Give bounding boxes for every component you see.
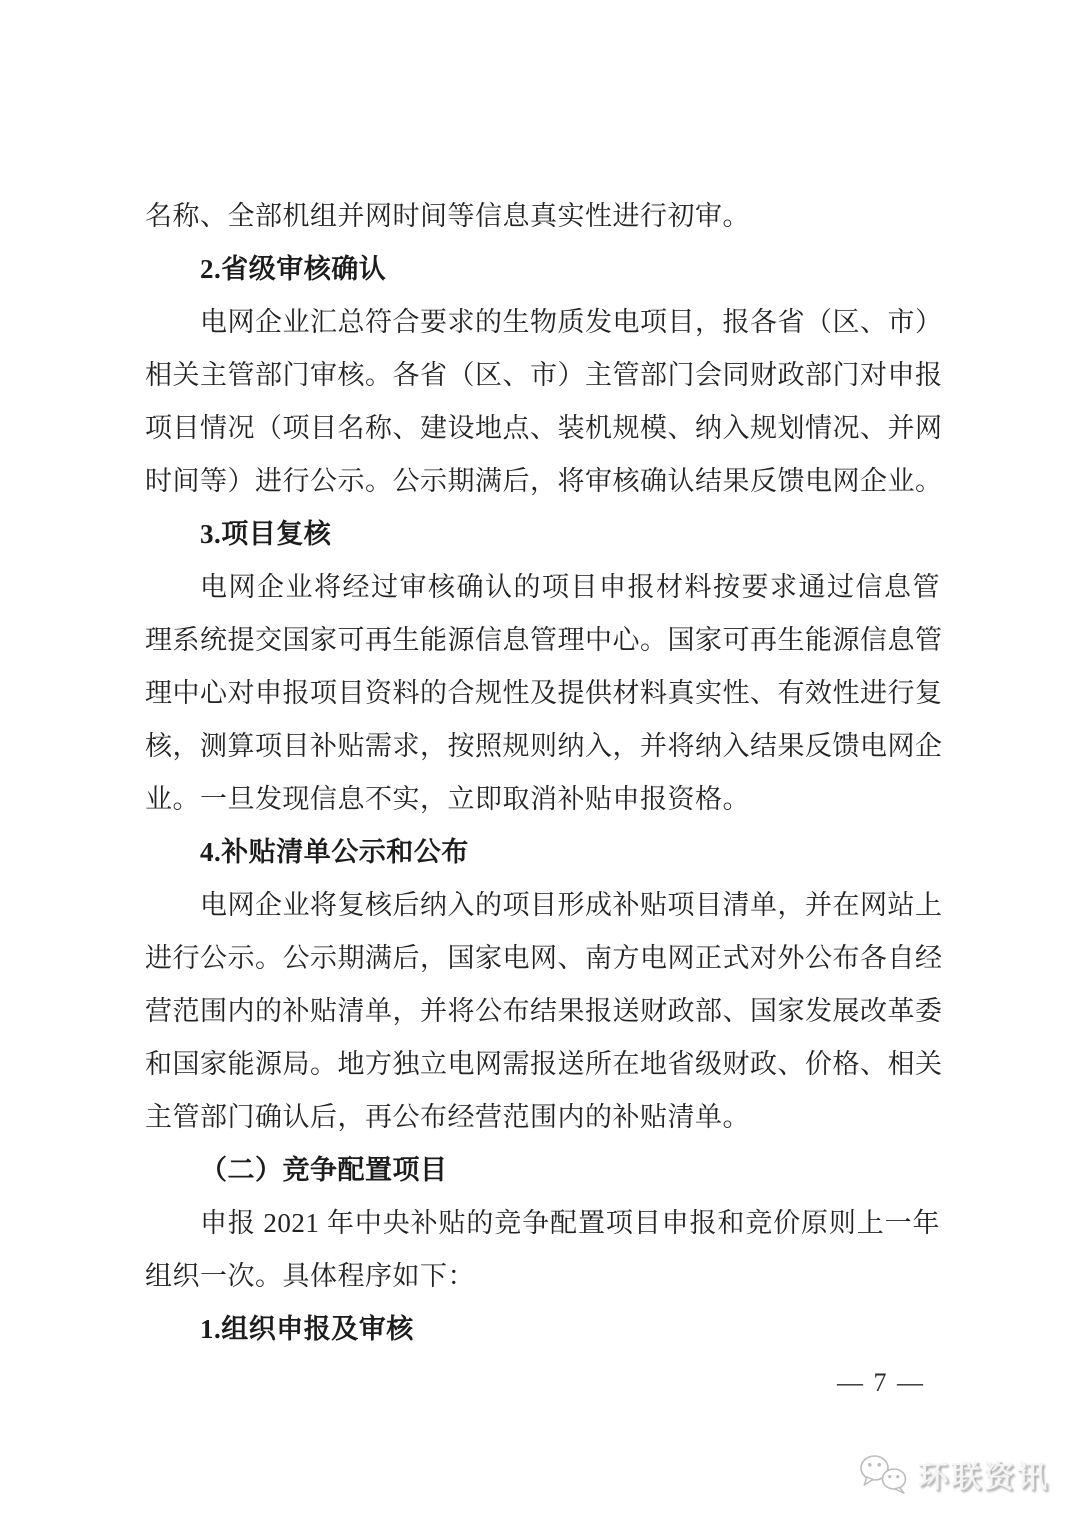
doc-heading-line: 3.项目复核 — [200, 519, 332, 549]
doc-heading-line: 1.组织申报及审核 — [200, 1314, 414, 1344]
doc-text-line: 核，测算项目补贴需求，按照规则纳入，并将纳入结果反馈电网企 — [145, 731, 943, 761]
doc-text-line: 申报 2021 年中央补贴的竞争配置项目申报和竞价原则上一年 — [200, 1208, 940, 1238]
doc-text-line: 组织一次。具体程序如下： — [145, 1261, 475, 1291]
doc-text-line: 电网企业汇总符合要求的生物质发电项目，报各省（区、市） — [200, 307, 943, 337]
document-body — [145, 190, 943, 1356]
doc-text-line: 和国家能源局。地方独立电网需报送所在地省级财政、价格、相关 — [145, 1049, 943, 1079]
watermark — [859, 1452, 1050, 1496]
doc-text-line: 业。一旦发现信息不实，立即取消补贴申报资格。 — [145, 784, 750, 814]
doc-text-line: 理中心对申报项目资料的合规性及提供材料真实性、有效性进行复 — [145, 678, 943, 708]
doc-text-line: 时间等）进行公示。公示期满后，将审核确认结果反馈电网企业。 — [145, 466, 943, 496]
doc-heading-line: 2.省级审核确认 — [200, 254, 387, 284]
doc-text-line: 营范围内的补贴清单，并将公布结果报送财政部、国家发展改革委 — [145, 996, 943, 1026]
watermark-label: 环联资讯 — [918, 1461, 1050, 1494]
doc-text-line: 理系统提交国家可再生能源信息管理中心。国家可再生能源信息管 — [145, 625, 943, 655]
doc-text-line: 项目情况（项目名称、建设地点、装机规模、纳入规划情况、并网 — [145, 413, 943, 443]
doc-text-line: 电网企业将复核后纳入的项目形成补贴项目清单，并在网站上 — [200, 890, 943, 920]
doc-heading-line: 4.补贴清单公示和公布 — [200, 837, 469, 867]
doc-heading-line: （二）竞争配置项目 — [200, 1155, 448, 1185]
doc-text-line: 进行公示。公示期满后，国家电网、南方电网正式对外公布各自经 — [145, 943, 943, 973]
doc-text-line: 电网企业将经过审核确认的项目申报材料按要求通过信息管 — [200, 572, 940, 602]
page-number: — 7 — — [837, 1368, 925, 1397]
doc-text-line: 主管部门确认后，再公布经营范围内的补贴清单。 — [145, 1102, 750, 1132]
doc-text-line: 名称、全部机组并网时间等信息真实性进行初审。 — [145, 201, 750, 231]
doc-text-line: 相关主管部门审核。各省（区、市）主管部门会同财政部门对申报 — [145, 360, 943, 390]
wechat-icon — [859, 1454, 911, 1494]
